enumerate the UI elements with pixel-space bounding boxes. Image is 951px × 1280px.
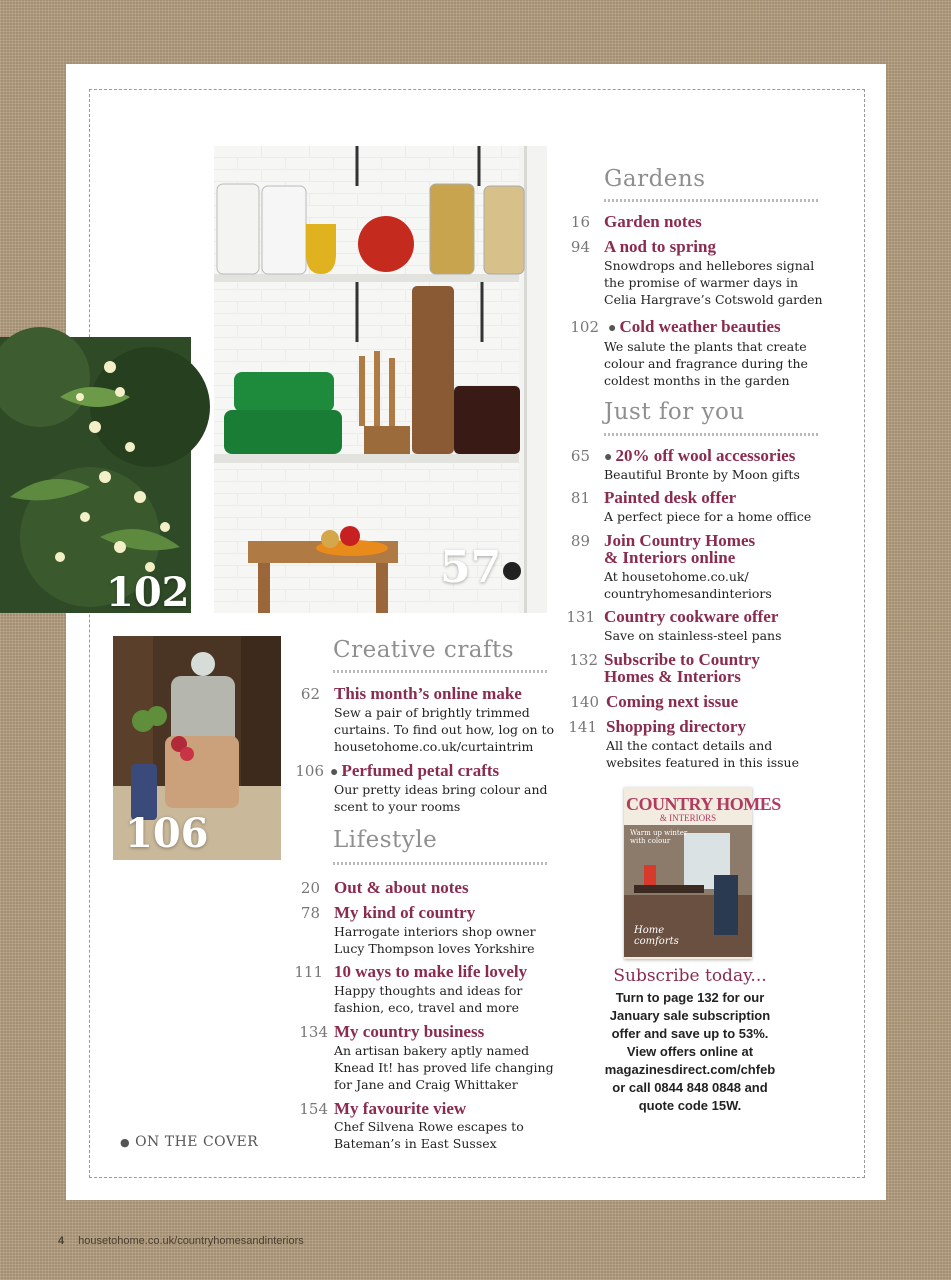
winter-plant-photo xyxy=(0,337,191,616)
footer-url[interactable]: housetohome.co.uk/countryhomesandinteriors xyxy=(78,1235,304,1247)
article-title[interactable]: 10 ways to make life lovely xyxy=(334,962,528,981)
article-title[interactable]: Coming next issue xyxy=(606,692,739,711)
subscribe-line: View offers online at xyxy=(626,1044,754,1059)
cover-bullet-icon: ● xyxy=(608,321,617,336)
petal-crafts-photo xyxy=(113,636,281,860)
article-desc: Sew a pair of brightly trimmed xyxy=(334,705,530,720)
article-desc: Bateman’s in East Sussex xyxy=(334,1136,497,1151)
crafts-page-number: 106 xyxy=(125,810,209,857)
article-desc: for Jane and Craig Whittaker xyxy=(334,1077,518,1092)
subscribe-line: quote code 15W. xyxy=(638,1098,742,1113)
subscribe-heading[interactable]: Subscribe today... xyxy=(613,966,767,986)
article-desc: A perfect piece for a home office xyxy=(604,509,812,524)
article-desc: Happy thoughts and ideas for xyxy=(334,983,523,998)
cover-masthead: COUNTRY HOMES xyxy=(626,794,781,814)
article-desc: housetohome.co.uk/curtaintrim xyxy=(334,739,534,754)
article-title[interactable]: ● 20% off wool accessories xyxy=(604,446,796,465)
article-title[interactable]: ● Perfumed petal crafts xyxy=(330,761,500,780)
page-number: 140 xyxy=(570,693,599,711)
kitchen-page-number: 57 xyxy=(440,542,502,593)
article-desc: All the contact details and xyxy=(606,738,773,753)
article-title[interactable]: Painted desk offer xyxy=(604,488,737,507)
lifestyle-rule xyxy=(333,862,547,865)
article-desc: At housetohome.co.uk/ xyxy=(604,569,749,584)
page-number: 94 xyxy=(570,238,590,256)
gardens-heading: Gardens xyxy=(604,166,706,192)
page-number: 106 xyxy=(295,762,324,780)
article-title[interactable]: Shopping directory xyxy=(606,717,746,736)
lifestyle-heading: Lifestyle xyxy=(333,827,438,853)
page-number: 62 xyxy=(300,685,320,703)
creative-crafts-heading: Creative crafts xyxy=(333,637,515,663)
article-desc: colour and fragrance during the xyxy=(604,356,808,371)
page-number: 111 xyxy=(294,963,323,981)
article-desc: scent to your rooms xyxy=(334,799,461,814)
subscribe-line: offer and save up to 53%. xyxy=(611,1026,769,1041)
kitchen-shelf-photo xyxy=(214,146,547,613)
article-title[interactable]: Join Country Homes xyxy=(604,531,756,550)
page-number: 20 xyxy=(300,879,320,897)
page-number: 16 xyxy=(570,213,590,231)
subscribe-url[interactable]: magazinesdirect.com/chfeb xyxy=(604,1062,776,1077)
on-the-cover-note: ● ON THE COVER xyxy=(120,1134,259,1150)
footer-page-number: 4 xyxy=(58,1235,65,1247)
article-title[interactable]: Garden notes xyxy=(604,212,702,231)
article-title[interactable]: This month’s online make xyxy=(334,684,522,703)
page-number: 131 xyxy=(566,608,595,626)
article-title[interactable]: Homes & Interiors xyxy=(604,667,741,686)
article-desc: the promise of warmer days in xyxy=(604,275,798,290)
article-desc: curtains. To find out how, log on to xyxy=(334,722,555,737)
subscribe-line: January sale subscription xyxy=(609,1008,771,1023)
cover-bullet-icon: ● xyxy=(330,765,339,780)
article-desc: Our pretty ideas bring colour and xyxy=(334,782,548,797)
article-desc: coldest months in the garden xyxy=(604,373,790,388)
article-desc: Save on stainless-steel pans xyxy=(604,628,782,643)
article-desc: An artisan bakery aptly named xyxy=(334,1043,530,1058)
page-number: 132 xyxy=(569,651,598,669)
subscribe-copy xyxy=(590,989,790,1115)
article-title[interactable]: My kind of country xyxy=(334,903,476,922)
article-title[interactable]: & Interiors online xyxy=(604,548,736,567)
article-desc: Chef Silvena Rowe escapes to xyxy=(334,1119,524,1134)
article-desc: Harrogate interiors shop owner xyxy=(334,924,536,939)
article-title[interactable]: Out & about notes xyxy=(334,878,469,897)
page-number: 89 xyxy=(570,532,590,550)
cover-tagline: Warm up winter with colour xyxy=(630,829,688,845)
article-title[interactable]: My country business xyxy=(334,1022,485,1041)
cover-bullet-icon: ● xyxy=(604,450,613,465)
page-number: 81 xyxy=(570,489,590,507)
page-number: 78 xyxy=(300,904,320,922)
page-number: 134 xyxy=(299,1023,328,1041)
plant-page-number: 102 xyxy=(106,569,190,616)
page-number: 65 xyxy=(570,447,590,465)
article-desc: fashion, eco, travel and more xyxy=(334,1000,520,1015)
article-title[interactable]: Subscribe to Country xyxy=(604,650,760,669)
subscribe-line: or call 0844 848 0848 and xyxy=(612,1080,768,1095)
article-desc: Celia Hargrave’s Cotswold garden xyxy=(604,292,823,307)
subscribe-line: Turn to page 132 for our xyxy=(615,990,765,1005)
article-desc: Beautiful Bronte by Moon gifts xyxy=(604,467,800,482)
page-number: 102 xyxy=(570,318,599,336)
article-desc: countryhomesandinteriors xyxy=(604,586,772,601)
page-number: 154 xyxy=(299,1100,328,1118)
article-desc: We salute the plants that create xyxy=(604,339,807,354)
article-title[interactable]: My favourite view xyxy=(334,1099,467,1118)
cover-bullet-icon: ● xyxy=(120,1136,131,1149)
just-for-you-heading: Just for you xyxy=(604,399,745,425)
gardens-rule xyxy=(604,199,818,202)
article-title[interactable]: ● Cold weather beauties xyxy=(608,317,781,336)
creative-crafts-rule xyxy=(333,670,547,673)
cover-masthead-sub: & INTERIORS xyxy=(659,813,717,823)
just-for-you-rule xyxy=(604,433,818,436)
page-footer xyxy=(58,1235,304,1247)
article-desc: Lucy Thompson loves Yorkshire xyxy=(334,941,535,956)
article-desc: Knead It! has proved life changing xyxy=(334,1060,554,1075)
article-desc: websites featured in this issue xyxy=(606,755,799,770)
article-desc: Snowdrops and hellebores signal xyxy=(604,258,815,273)
article-title[interactable]: Country cookware offer xyxy=(604,607,779,626)
article-title[interactable]: A nod to spring xyxy=(604,237,716,256)
magazine-cover[interactable] xyxy=(624,787,781,959)
cover-script: Home comforts xyxy=(634,925,679,947)
page-number: 141 xyxy=(568,718,597,736)
